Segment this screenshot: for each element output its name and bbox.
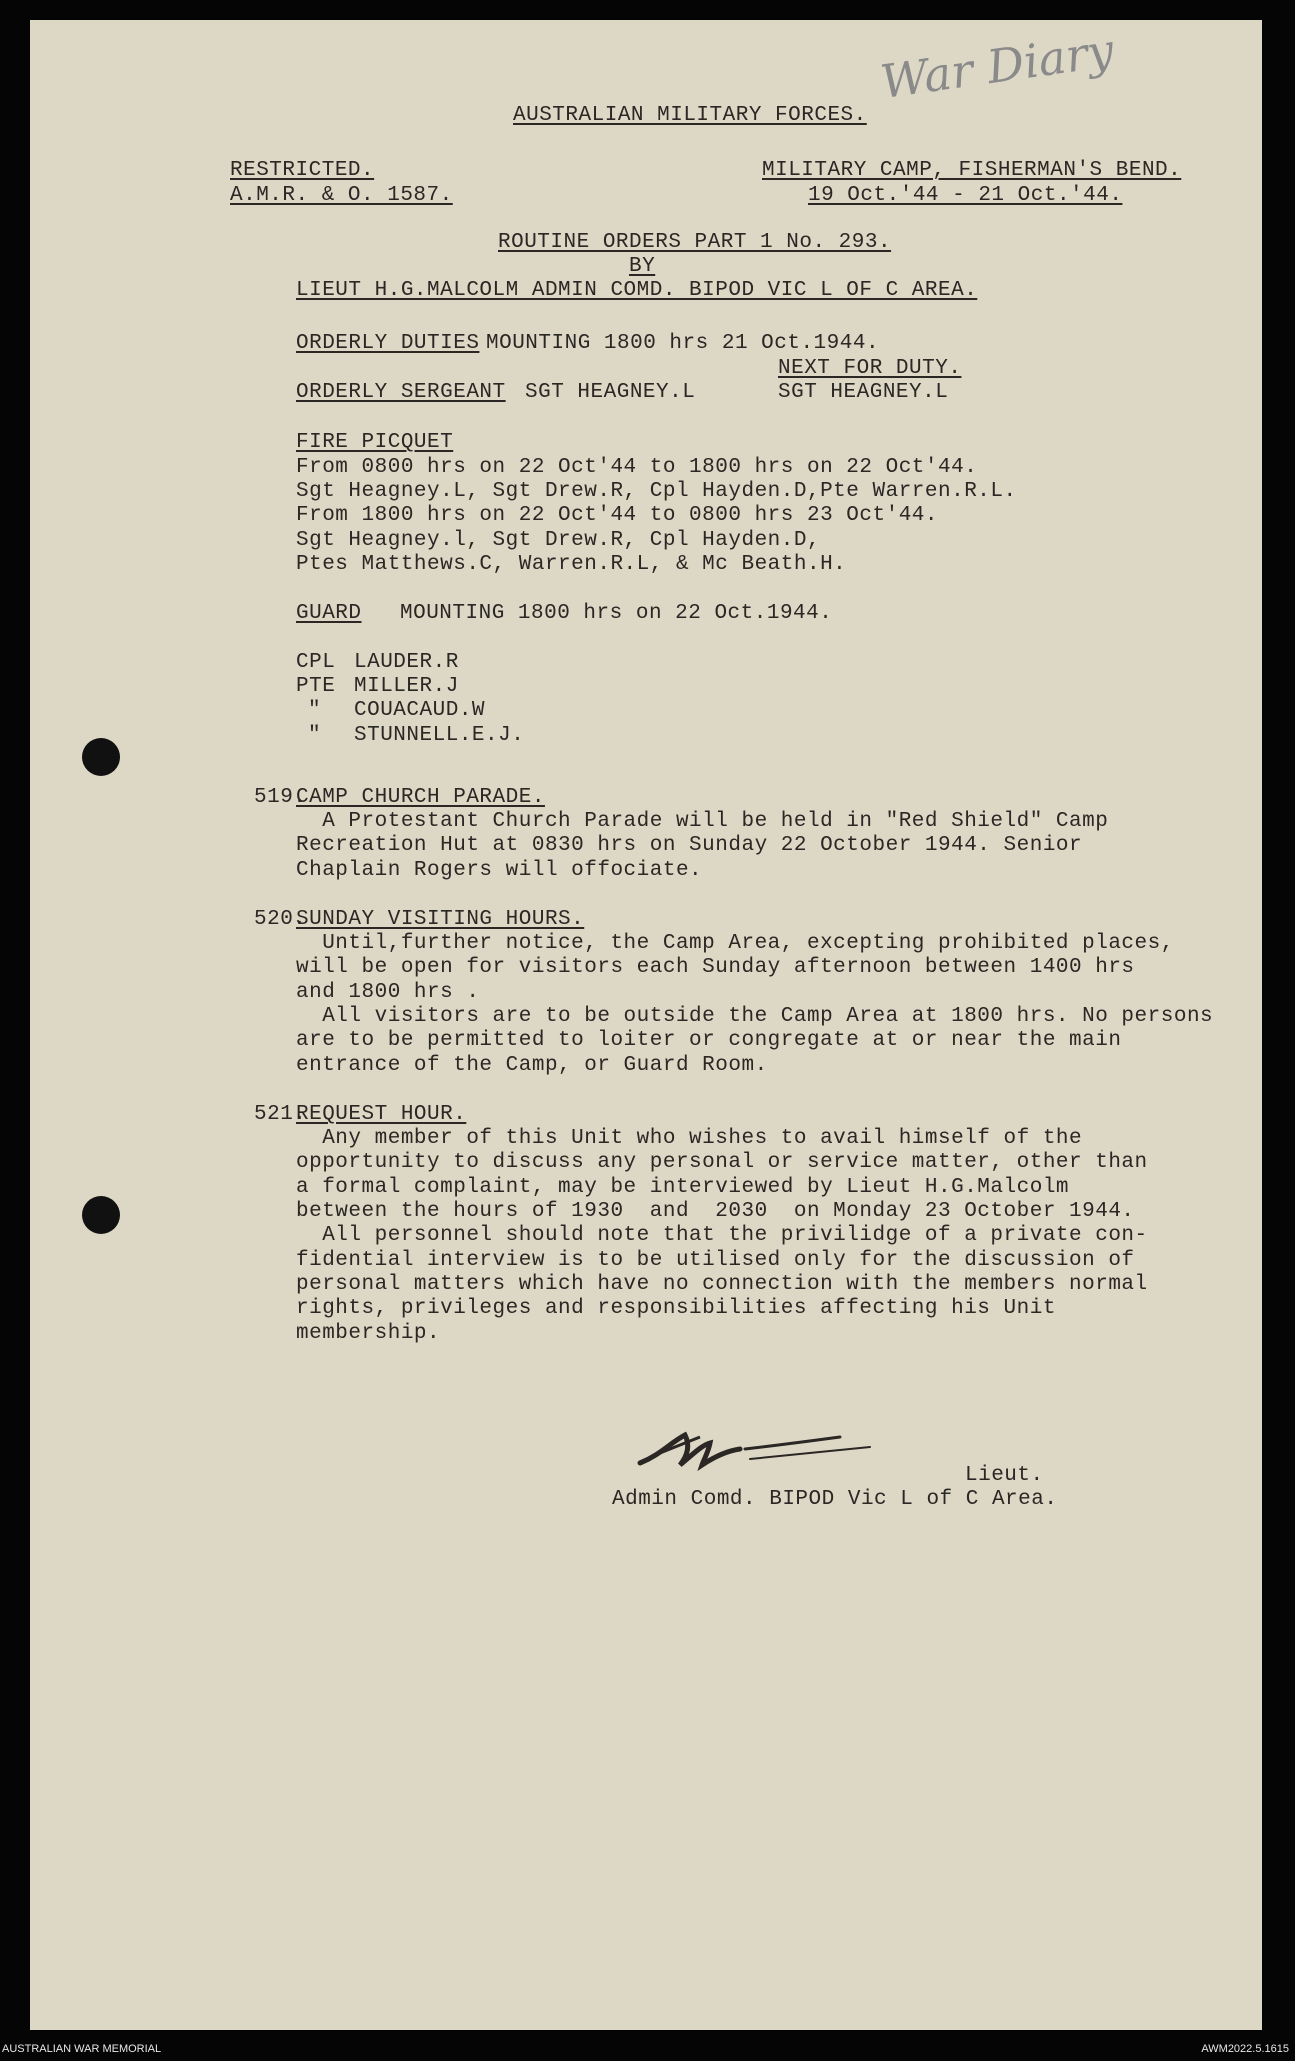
guard-rank: PTE [296,675,336,698]
item-line: Chaplain Rogers will offociate. [296,859,703,882]
guard-rank: " [308,699,322,722]
item-line: personal matters which have no connection with the members normal [296,1273,1148,1296]
signature-title: Admin Comd. BIPOD Vic L of C Area. [612,1488,1058,1511]
orderly-duties-label: ORDERLY DUTIES [296,332,480,355]
fire-picquet-line: Ptes Matthews.C, Warren.R.L, & Mc Beath.H. [296,553,847,576]
guard-name: STUNNELL.E.J. [354,724,525,747]
fire-picquet-line: Sgt Heagney.l, Sgt Drew.R, Cpl Hayden.D, [296,529,821,552]
header-title: AUSTRALIAN MILITARY FORCES. [513,104,867,127]
orderly-sergeant-next: SGT HEAGNEY.L [778,381,949,404]
orderly-sergeant-value: SGT HEAGNEY.L [525,381,696,404]
guard-heading: GUARD [296,602,362,625]
item-line: will be open for visitors each Sunday afternoon between 1400 hrs [296,956,1135,979]
regulation-reference: A.M.R. & O. 1587. [230,184,453,207]
footer-left: AUSTRALIAN WAR MEMORIAL [2,2043,162,2055]
punch-hole-top [82,738,120,776]
punch-hole-bottom [82,1196,120,1234]
signature-mark [630,1415,910,1485]
item-line: fidential interview is to be utilised only for the discussion of [296,1249,1135,1272]
handwritten-note: War Diary [877,22,1117,110]
restricted-label: RESTRICTED. [230,159,375,182]
guard-name: MILLER.J [354,675,459,698]
item-line: membership. [296,1322,441,1345]
item-line: between the hours of 1930 and 2030 on Monday 23 October 1944. [296,1200,1135,1223]
camp-location: MILITARY CAMP, FISHERMAN'S BEND. [762,159,1182,182]
item-line: are to be permitted to loiter or congregate at or near the main [296,1029,1122,1052]
item-number: 520. [254,908,307,931]
item-line: a formal complaint, may be interviewed by Lieut H.G.Malcolm [296,1176,1070,1199]
guard-text: MOUNTING 1800 hrs on 22 Oct.1944. [400,602,833,625]
footer-right: AWM2022.5.1615 [1201,2043,1289,2055]
item-line: All visitors are to be outside the Camp Area at 1800 hrs. No persons [296,1005,1214,1028]
item-heading: SUNDAY VISITING HOURS. [296,908,585,931]
fire-picquet-heading: FIRE PICQUET [296,431,454,454]
item-number: 519. [254,786,307,809]
orders-by: BY [629,255,656,278]
date-range: 19 Oct.'44 - 21 Oct.'44. [808,184,1123,207]
next-for-duty-label: NEXT FOR DUTY. [778,357,962,380]
guard-rank: " [308,724,322,747]
signature-rank: Lieut. [965,1464,1044,1487]
item-line: A Protestant Church Parade will be held in "Red Shield" Camp [296,810,1109,833]
document-page [30,20,1262,2030]
fire-picquet-line: From 1800 hrs on 22 Oct'44 to 0800 hrs 23 Oct'44. [296,504,939,527]
orders-title: ROUTINE ORDERS PART 1 No. 293. [498,231,892,254]
item-line: rights, privileges and responsibilities affecting his Unit [296,1297,1056,1320]
item-line: entrance of the Camp, or Guard Room. [296,1054,768,1077]
guard-name: LAUDER.R [354,651,459,674]
item-line: Recreation Hut at 0830 hrs on Sunday 22 October 1944. Senior [296,834,1083,857]
item-line: Until,further notice, the Camp Area, excepting prohibited places, [296,932,1174,955]
item-line: opportunity to discuss any personal or service matter, other than [296,1151,1148,1174]
item-line: and 1800 hrs . [296,981,480,1004]
orders-author: LIEUT H.G.MALCOLM ADMIN COMD. BIPOD VIC L OF C AREA. [296,279,978,302]
fire-picquet-line: From 0800 hrs on 22 Oct'44 to 1800 hrs on 22 Oct'44. [296,456,978,479]
orderly-duties-text: MOUNTING 1800 hrs 21 Oct.1944. [486,332,880,355]
item-heading: CAMP CHURCH PARADE. [296,786,545,809]
item-heading: REQUEST HOUR. [296,1103,467,1126]
fire-picquet-line: Sgt Heagney.L, Sgt Drew.R, Cpl Hayden.D,Pte Warren.R.L. [296,480,1017,503]
guard-name: COUACAUD.W [354,699,486,722]
guard-rank: CPL [296,651,336,674]
item-line: All personnel should note that the privilidge of a private con- [296,1224,1148,1247]
item-number: 521. [254,1103,307,1126]
item-line: Any member of this Unit who wishes to avail himself of the [296,1127,1083,1150]
orderly-sergeant-label: ORDERLY SERGEANT [296,381,506,404]
